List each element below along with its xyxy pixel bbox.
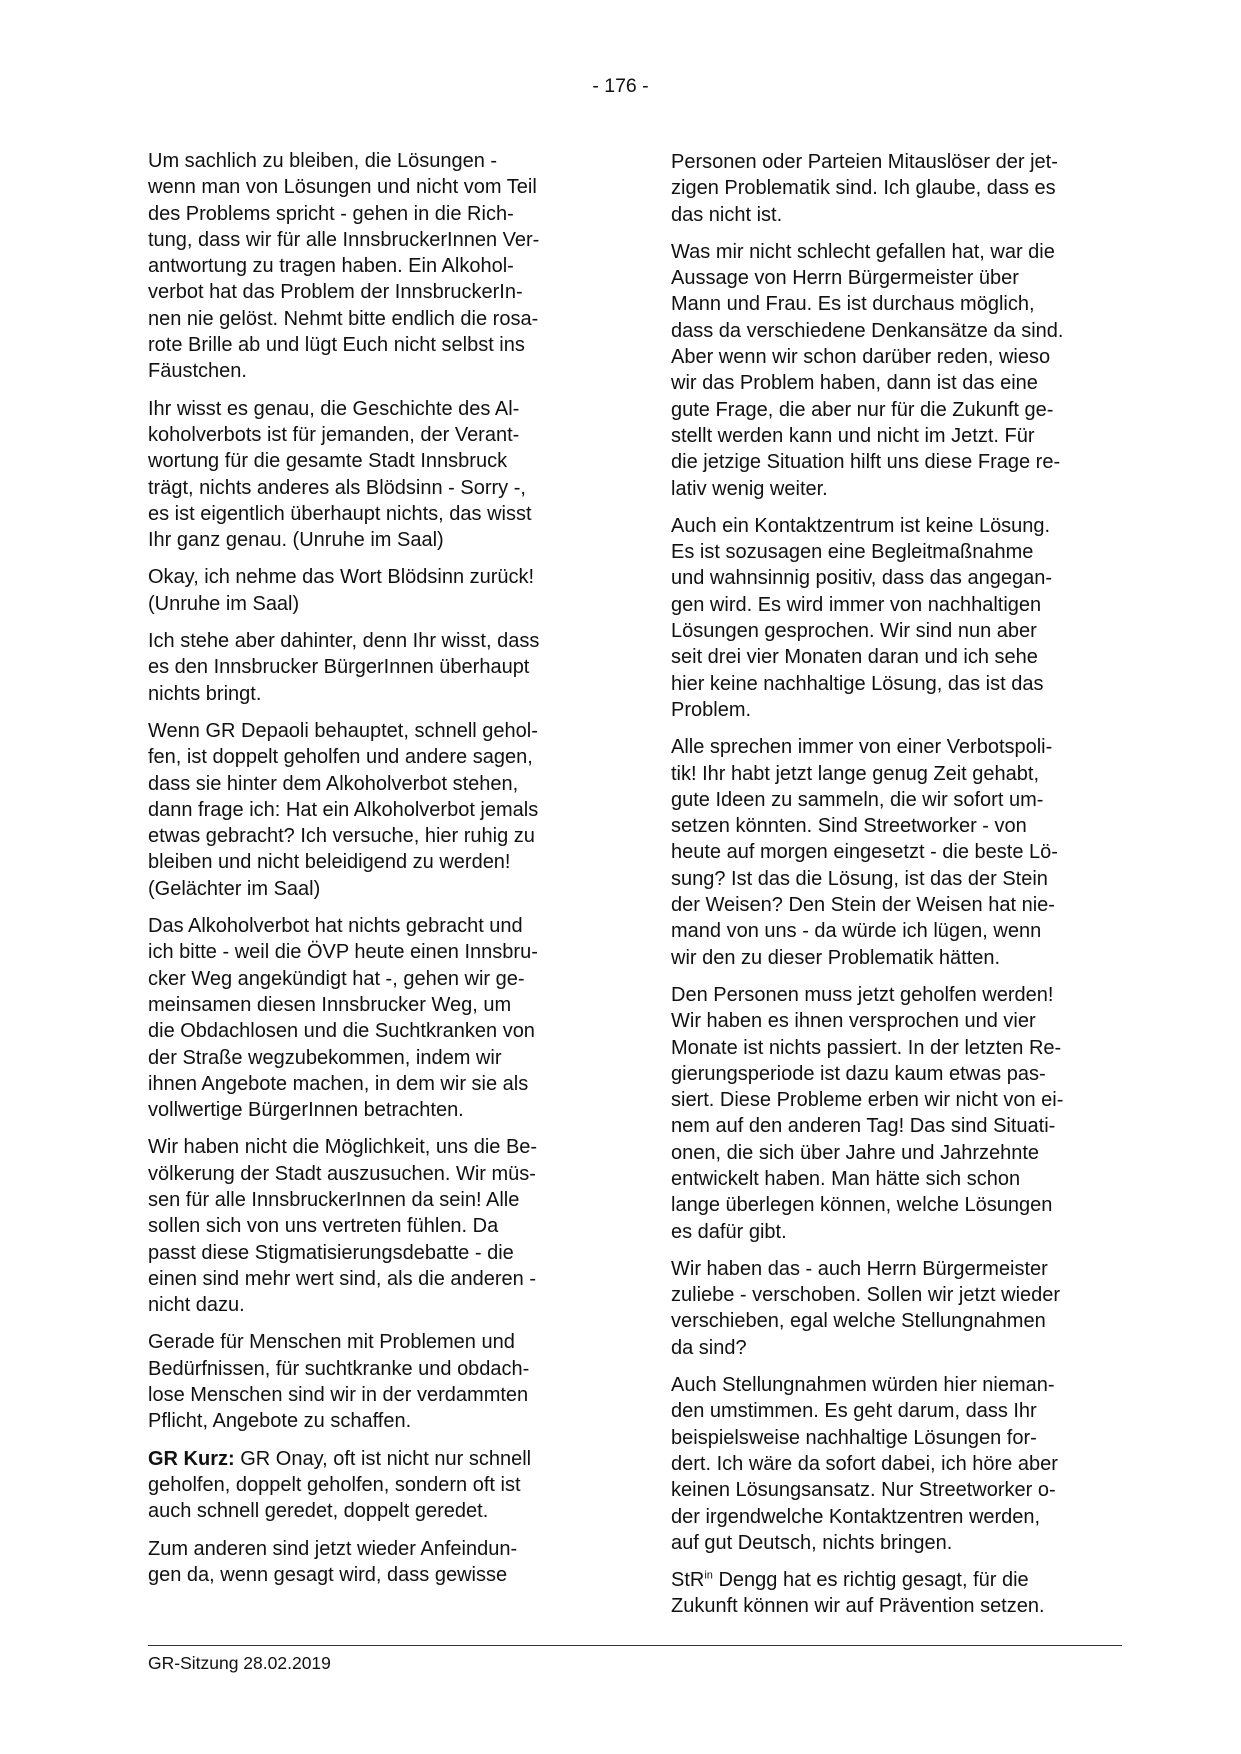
paragraph: Alle sprechen immer von einer Verbotspoli- tik! Ihr habt jetzt lange genug Zeit gehabt, gute Ideen zu sammeln, die wir sofort um- setzen könnten. Sind Streetworker - von heute auf morgen eingesetzt - die beste Lö- sung? Ist das die Lösung, ist das der Stein der Weisen? Den Stein der Weisen hat nie- mand von uns - da würde ich lügen, wenn wir den zu dieser Problematik hätten.	[671, 736, 1058, 969]
paragraph: Den Personen muss jetzt geholfen werden! Wir haben es ihnen versprochen und vier Monate ist nichts passiert. In der letzten Re- gierungsperiode ist dazu kaum etwas pas- siert. Diese Probleme erben wir nicht von ei- nem auf den anderen Tag! Das sind Situati- onen, die sich über Jahre und Jahrzehnte entwickelt haben. Man hätte sich schon lange überlegen können, welche Lösungen es dafür gibt.	[671, 983, 1064, 1243]
paragraph: Okay, ich nehme das Wort Blödsinn zurück! (Unruhe im Saal)	[148, 566, 535, 615]
footer-text: GR-Sitzung 28.02.2019	[148, 1653, 331, 1673]
paragraph: Wir haben nicht die Möglichkeit, uns die Be- völkerung der Stadt auszusuchen. Wir müs- sen für alle InnsbruckerInnen da sein! Alle sollen sich von uns vertreten fühlen. Da passt diese Stigmatisierungsdebatte - die einen sind mehr wert sind, als die anderen - nicht dazu.	[148, 1136, 538, 1317]
paragraph: Auch Stellungnahmen würden hier nieman- den umstimmen. Es geht darum, dass Ihr beispielsweise nachhaltige Lösungen for- dert. Ich wäre da sofort dabei, ich höre aber keinen Lösungsansatz. Nur Streetworker o- der irgendwelche Kontaktzentren werden, auf gut Deutsch, nichts bringen.	[671, 1374, 1058, 1554]
paragraph: Auch ein Kontaktzentrum ist keine Lösung. Es ist sozusagen eine Begleitmaßnahme und wahnsinnig positiv, dass das angegan- gen wird. Es wird immer von nachhaltigen Lösungen gesprochen. Wir sind nun aber seit drei vier Monaten daran und ich sehe hier keine nachhaltige Lösung, das ist das Problem.	[671, 514, 1052, 721]
paragraph: Gerade für Menschen mit Problemen und Bedürfnissen, für suchtkranke und obdach- lose Menschen sind wir in der verdammten Pflicht, Angebote zu schaffen.	[148, 1331, 530, 1433]
paragraph: Zum anderen sind jetzt wieder Anfeindun- gen da, wenn gesagt wird, dass gewisse	[148, 1537, 518, 1586]
paragraph: Ihr wisst es genau, die Geschichte des Al- koholverbots ist für jemanden, der Verant- wortung für die gesamte Stadt Innsbruck trägt, nichts anderes als Blödsinn - Sorry -, es ist eigentlich überhaupt nichts, das wisst Ihr ganz genau. (Unruhe im Saal)	[148, 397, 532, 552]
paragraph: Personen oder Parteien Mitauslöser der jet- zigen Problematik sind. Ich glaube, dass es das nicht ist.	[671, 151, 1058, 226]
page-number: - 176 -	[592, 75, 649, 97]
paragraph: Was mir nicht schlecht gefallen hat, war die Aussage von Herrn Bürgermeister über Mann und Frau. Es ist durchaus möglich, dass da verschiedene Denkansätze da sind. Aber wenn wir schon darüber reden, wieso wir das Problem haben, dann ist das eine gute Frage, die aber nur für die Zukunft ge- stellt werden kann und nicht im Jetzt. Für die jetzige Situation hilft uns diese Frage re- lativ wenig weiter.	[671, 240, 1064, 500]
title-superscript: in	[704, 1569, 713, 1582]
title-prefix: StR	[671, 1569, 705, 1592]
paragraph: Wir haben das - auch Herrn Bürgermeister zuliebe - verschoben. Sollen wir jetzt wieder verschieben, egal welche Stellungnahmen da sind?	[671, 1257, 1061, 1359]
speaker-paragraph	[148, 1446, 598, 1525]
last-paragraph	[671, 1567, 1121, 1620]
left-column	[148, 148, 598, 1599]
paragraph: Um sachlich zu bleiben, die Lösungen - wenn man von Lösungen und nicht vom Teil des Problems spricht - gehen in die Rich- tung, dass wir für alle InnsbruckerInnen Ver- antwortung zu tragen haben. Ein Alkohol- verbot hat das Problem der InnsbruckerIn- nen nie gelöst. Nehmt bitte endlich die rosa- rote Brille ab und lügt Euch nicht selbst ins Fäustchen.	[148, 150, 540, 383]
last-paragraph-text: Dengg hat es richtig gesagt, für die Zukunft können wir auf Prävention setzen.	[671, 1569, 1045, 1618]
paragraph: Das Alkoholverbot hat nichts gebracht und ich bitte - weil die ÖVP heute einen Innsbru- cker Weg angekündigt hat -, gehen wir ge- meinsamen diesen Innsbrucker Weg, um die Obdachlosen und die Suchtkranken von der Straße wegzubekommen, indem wir ihnen Angebote machen, in dem wir sie als vollwertige BürgerInnen betrachten.	[148, 915, 538, 1122]
footer-divider	[148, 1645, 1122, 1646]
right-column	[671, 149, 1121, 1631]
speaker-name: GR Kurz:	[148, 1447, 235, 1470]
paragraph: Ich stehe aber dahinter, denn Ihr wisst, dass es den Innsbrucker BürgerInnen überhaupt nichts bringt.	[148, 630, 540, 705]
paragraph: Wenn GR Depaoli behauptet, schnell gehol- fen, ist doppelt geholfen und andere sagen, dass sie hinter dem Alkoholverbot stehen, dann frage ich: Hat ein Alkoholverbot jemals etwas gebracht? Ich versuche, hier ruhig zu bleiben und nicht beleidigend zu werden! (Gelächter im Saal)	[148, 719, 539, 900]
speaker-text: GR Onay, oft ist nicht nur schnell geholfen, doppelt geholfen, sondern oft ist auch schnell geredet, doppelt geredet.	[148, 1447, 532, 1523]
